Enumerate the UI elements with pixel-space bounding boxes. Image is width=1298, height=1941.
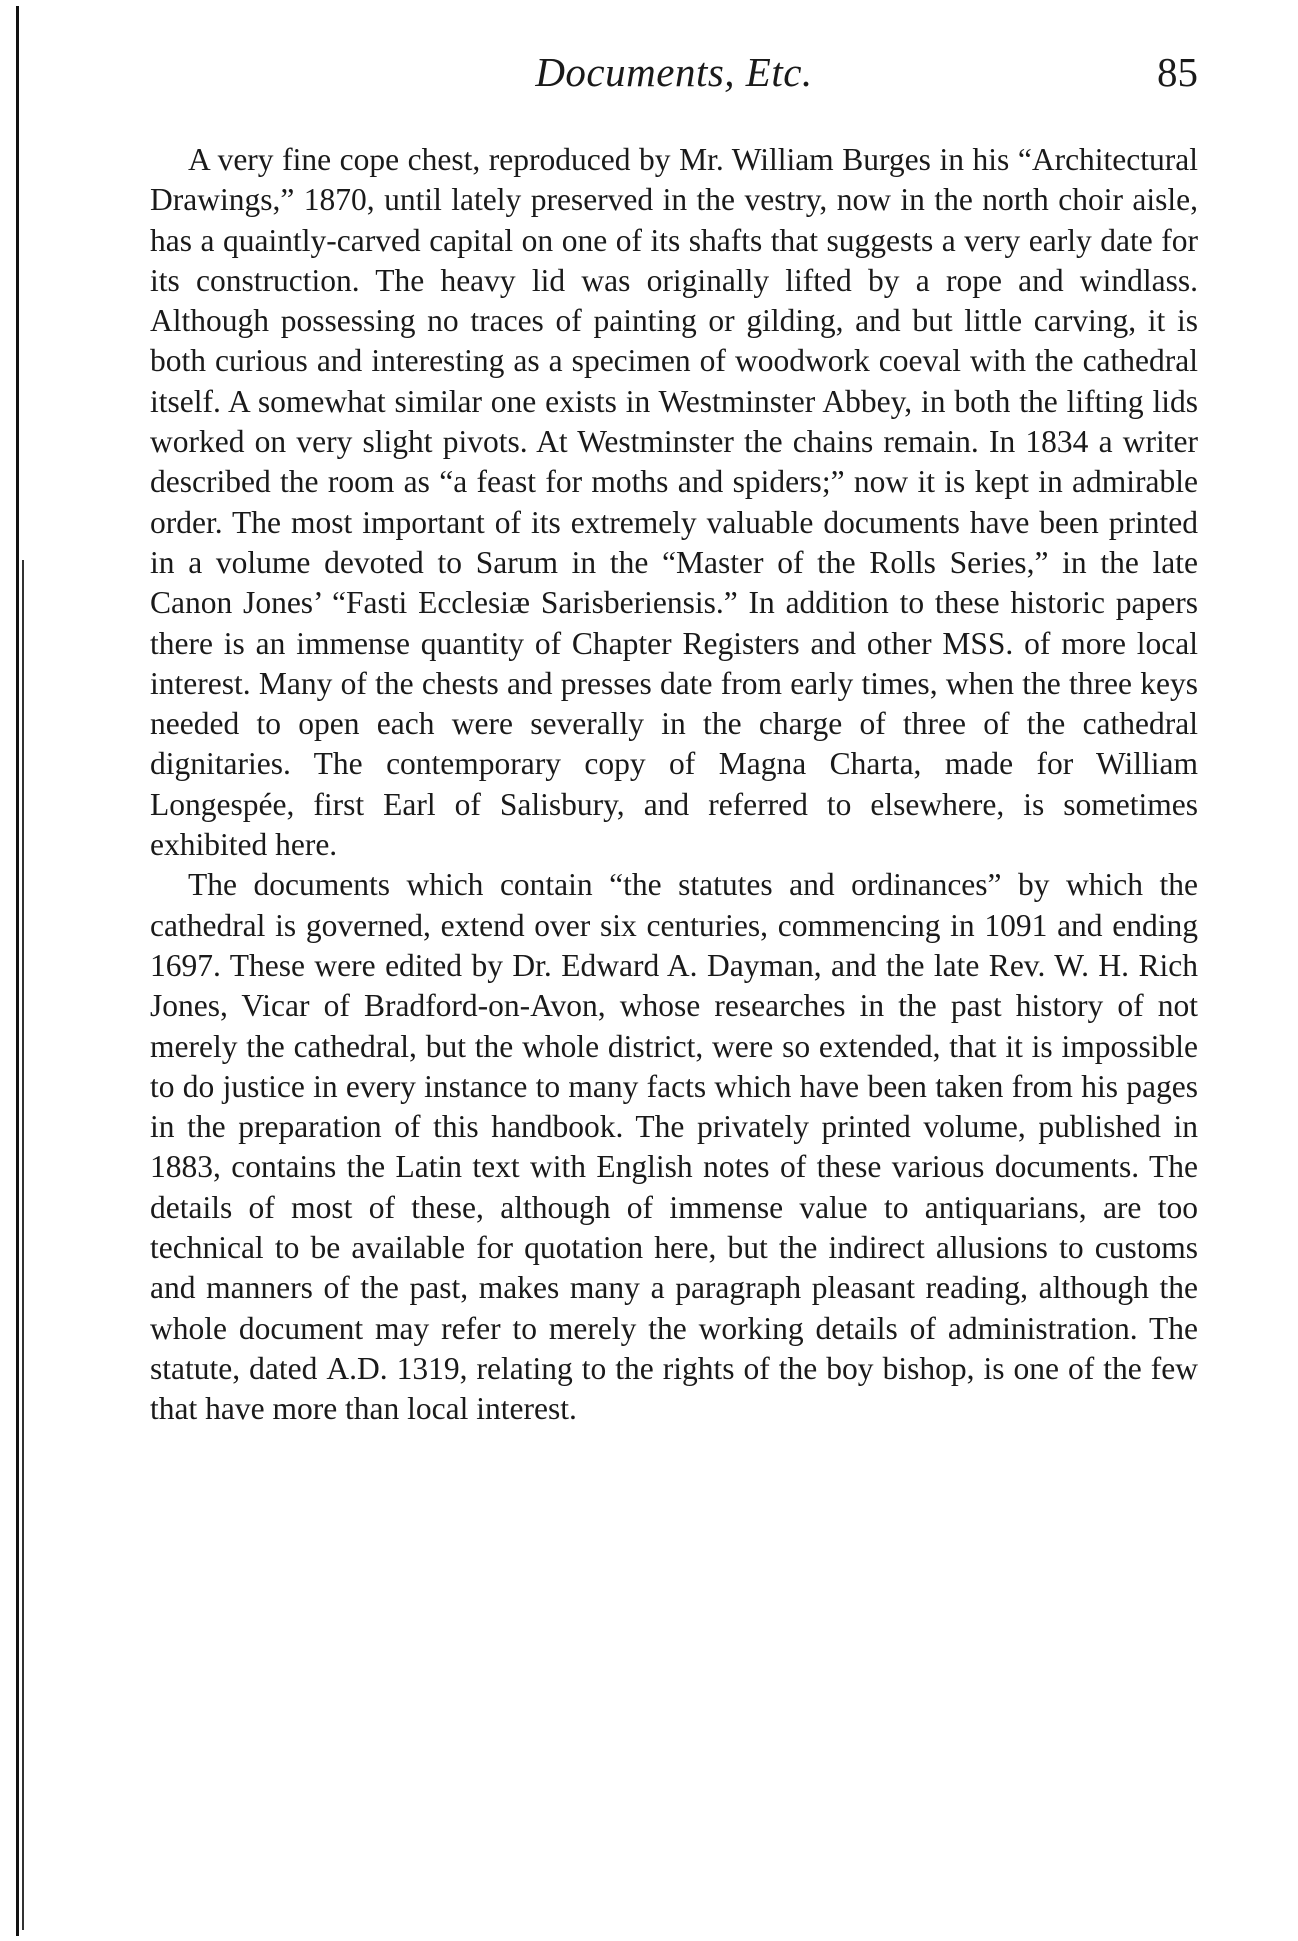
page-binding-edge <box>16 6 19 1936</box>
era-abbreviation: A.D. <box>326 1350 388 1386</box>
paragraph-statutes-text: The documents which contain “the statutes and ordinances” by which the cathedral is governed, extend over six centuries, commencing in 1091 and ending 1697. These were edited by Dr. Edward A. Dayman, and the late Rev. W. H. Rich Jones, Vicar of Bradford-on-Avon, whose researches in the past history of not merely the cathedral, but the whole district, were so extended, that it is impossible to do justice in every instance to many facts which have been taken from his pages in the preparation of this handbook. The privately printed volume, published in 1883, contains the Latin text with English notes of these various documents. The details of most of these, although of immense value to antiquarians, are too technical to be available for quotation here, but the indirect allusions to customs and manners of the past, makes many a paragraph pleasant reading, although the whole document may refer to merely the working details of administration. The statute, dated <box>150 867 1198 1386</box>
body-text <box>150 140 1198 1430</box>
paragraph-statutes <box>150 865 1198 1429</box>
running-head: Documents, Etc. <box>535 49 813 95</box>
page-binding-shadow <box>22 560 24 1930</box>
page-header <box>150 48 1198 108</box>
paragraph-cope-chest: A very fine cope chest, reproduced by Mr. William Burges in his “Architectural Drawings,” 1870, until lately preserved in the vestry, now in the north choir aisle, has a quaintly-carved capital on one of its shafts that suggests a very early date for its construction. The heavy lid was originally lifted by a rope and windlass. Although possessing no traces of painting or gilding, and but little carving, it is both curious and interesting as a specimen of woodwork coeval with the cathedral itself. A somewhat similar one exists in Westminster Abbey, in both the lifting lids worked on very slight pivots. At Westminster the chains remain. In 1834 a writer described the room as “a feast for moths and spiders;” now it is kept in admirable order. The most important of its extremely valuable documents have been printed in a volume devoted to Sarum in the “Master of the Rolls Series,” in the late Canon Jones’ “Fasti Ecclesiæ Sarisberiensis.” In addition to these historic papers there is an immense quantity of Chapter Registers and other MSS. of more local interest. Many of the chests and presses date from early times, when the three keys needed to open each were severally in the charge of three of the cathedral dignitaries. The contemporary copy of Magna Charta, made for William Longespée, first Earl of Salisbury, and referred to elsewhere, is sometimes exhibited here. <box>150 142 1198 863</box>
paragraph-statutes-end: 1319, relating to the rights of the boy bishop, is one of the few that have more than local interest. <box>150 1350 1198 1427</box>
page-number: 85 <box>1157 49 1198 95</box>
